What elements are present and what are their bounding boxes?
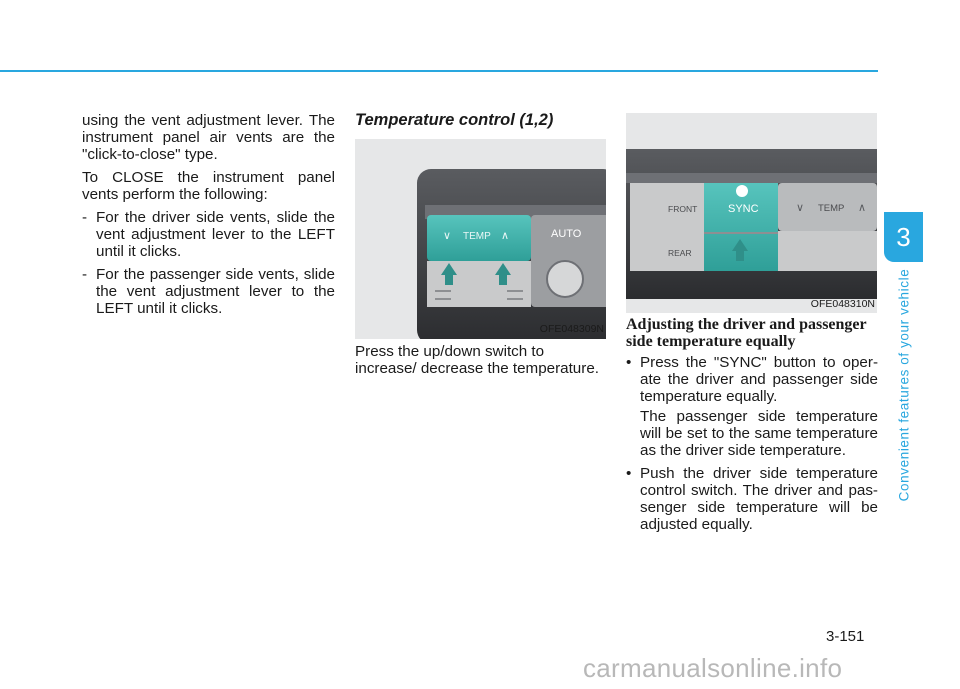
list-item: - For the passenger side vents, slide the vent adjustment lever to the LEFT until it clicks. bbox=[82, 266, 335, 317]
svg-text:TEMP: TEMP bbox=[463, 231, 491, 242]
column-1 bbox=[82, 112, 335, 323]
svg-text:AUTO: AUTO bbox=[551, 228, 582, 240]
list-item: - For the driver side vents, slide the vent adjustment lever to the LEFT until it clicks. bbox=[82, 209, 335, 260]
list-item: • Press the "SYNC" button to oper- ate the driver and passenger side temperature equally. bbox=[626, 354, 878, 405]
list-item: • Push the driver side temperature control switch. The driver and pas- senger side temperature will be adjusted equally. bbox=[626, 465, 878, 533]
climate-panel-illustration bbox=[355, 139, 606, 339]
page-number: 3-151 bbox=[826, 628, 865, 645]
sync-section bbox=[626, 316, 878, 536]
watermark: carmanualsonline.info bbox=[583, 653, 843, 683]
figure-code: OFE048310N bbox=[810, 298, 875, 310]
close-instruction: To CLOSE the instrument panel vents perform the following: bbox=[82, 169, 335, 203]
svg-text:FRONT: FRONT bbox=[668, 204, 698, 214]
chapter-number-tab: 3 bbox=[884, 212, 923, 262]
svg-text:∧: ∧ bbox=[501, 230, 510, 242]
sync-control-figure bbox=[626, 113, 877, 313]
chapter-title: Convenient features of your vehicle bbox=[896, 268, 912, 502]
svg-text:∨: ∨ bbox=[796, 202, 805, 214]
svg-text:SYNC: SYNC bbox=[728, 203, 759, 215]
svg-text:∧: ∧ bbox=[858, 202, 867, 214]
figure-code: OFE048309N bbox=[539, 323, 604, 335]
svg-text:∨: ∨ bbox=[443, 230, 452, 242]
intro-text: using the vent adjustment lever. The instrument panel air vents are the "click-to-close" type. bbox=[82, 112, 335, 163]
temperature-control-heading: Temperature control (1,2) bbox=[355, 111, 554, 129]
svg-text:REAR: REAR bbox=[668, 248, 692, 258]
header-rule bbox=[0, 70, 878, 72]
temperature-control-figure bbox=[355, 139, 606, 339]
temperature-body: Press the up/down switch to increase/ decrease the temperature. bbox=[355, 343, 599, 377]
sync-note: The passenger side temperature will be set to the same temperature as the driver side temperature. bbox=[640, 408, 878, 459]
svg-text:TEMP: TEMP bbox=[818, 203, 845, 214]
sync-heading: Adjusting the driver and passenger side temperature equally bbox=[626, 316, 867, 350]
sync-panel-illustration bbox=[626, 113, 877, 313]
